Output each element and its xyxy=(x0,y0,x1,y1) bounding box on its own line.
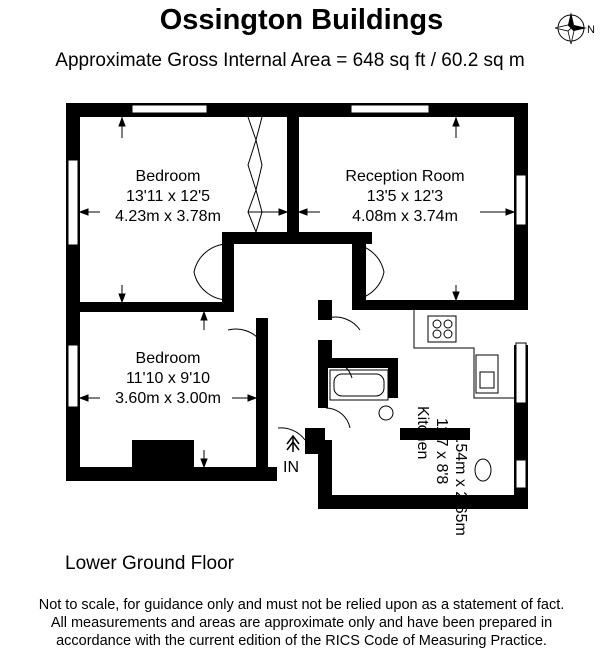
basin-icon xyxy=(379,406,393,420)
north-label: N xyxy=(587,24,595,36)
reception-metric: 4.08m x 3.74m xyxy=(352,208,458,225)
plan-title: Ossington Buildings xyxy=(159,4,444,36)
bedroom2-name: Bedroom xyxy=(135,350,201,367)
entrance-arrow-icon xyxy=(287,436,299,452)
wc-icon xyxy=(475,459,491,481)
disclaimer-line: Not to scale, for guidance only and must not be relied upon as a statement of fact. xyxy=(38,597,565,613)
disclaimer-line: All measurements and areas are approximate only and have been prepared in xyxy=(50,615,553,631)
bedroom2-imperial: 11'10 x 9'10 xyxy=(125,370,211,387)
hob-icon xyxy=(428,316,456,342)
reception-imperial: 13'5 x 12'3 xyxy=(366,188,444,205)
reception-name: Reception Room xyxy=(345,168,465,185)
kitchen-name: Kitchen xyxy=(414,406,431,460)
kitchen-metric: 3.54m x 2.65m xyxy=(452,430,469,536)
entrance-label: IN xyxy=(283,459,299,476)
bedroom1-metric: 4.23m x 3.78m xyxy=(115,208,221,225)
sink-icon xyxy=(476,355,498,393)
floor-label: Lower Ground Floor xyxy=(65,553,234,574)
area-summary: Approximate Gross Internal Area = 648 sq ft / 60.2 sq m xyxy=(55,50,525,71)
bedroom2-metric: 3.60m x 3.00m xyxy=(115,390,221,407)
disclaimer xyxy=(0,596,603,650)
disclaimer-line: accordance with the current edition of the RICS Code of Measuring Practice. xyxy=(56,633,547,649)
kitchen-imperial: 11'7 x 8'8 xyxy=(433,418,450,485)
bedroom1-imperial: 13'11 x 12'5 xyxy=(125,188,211,205)
bedroom1-name: Bedroom xyxy=(135,168,201,185)
